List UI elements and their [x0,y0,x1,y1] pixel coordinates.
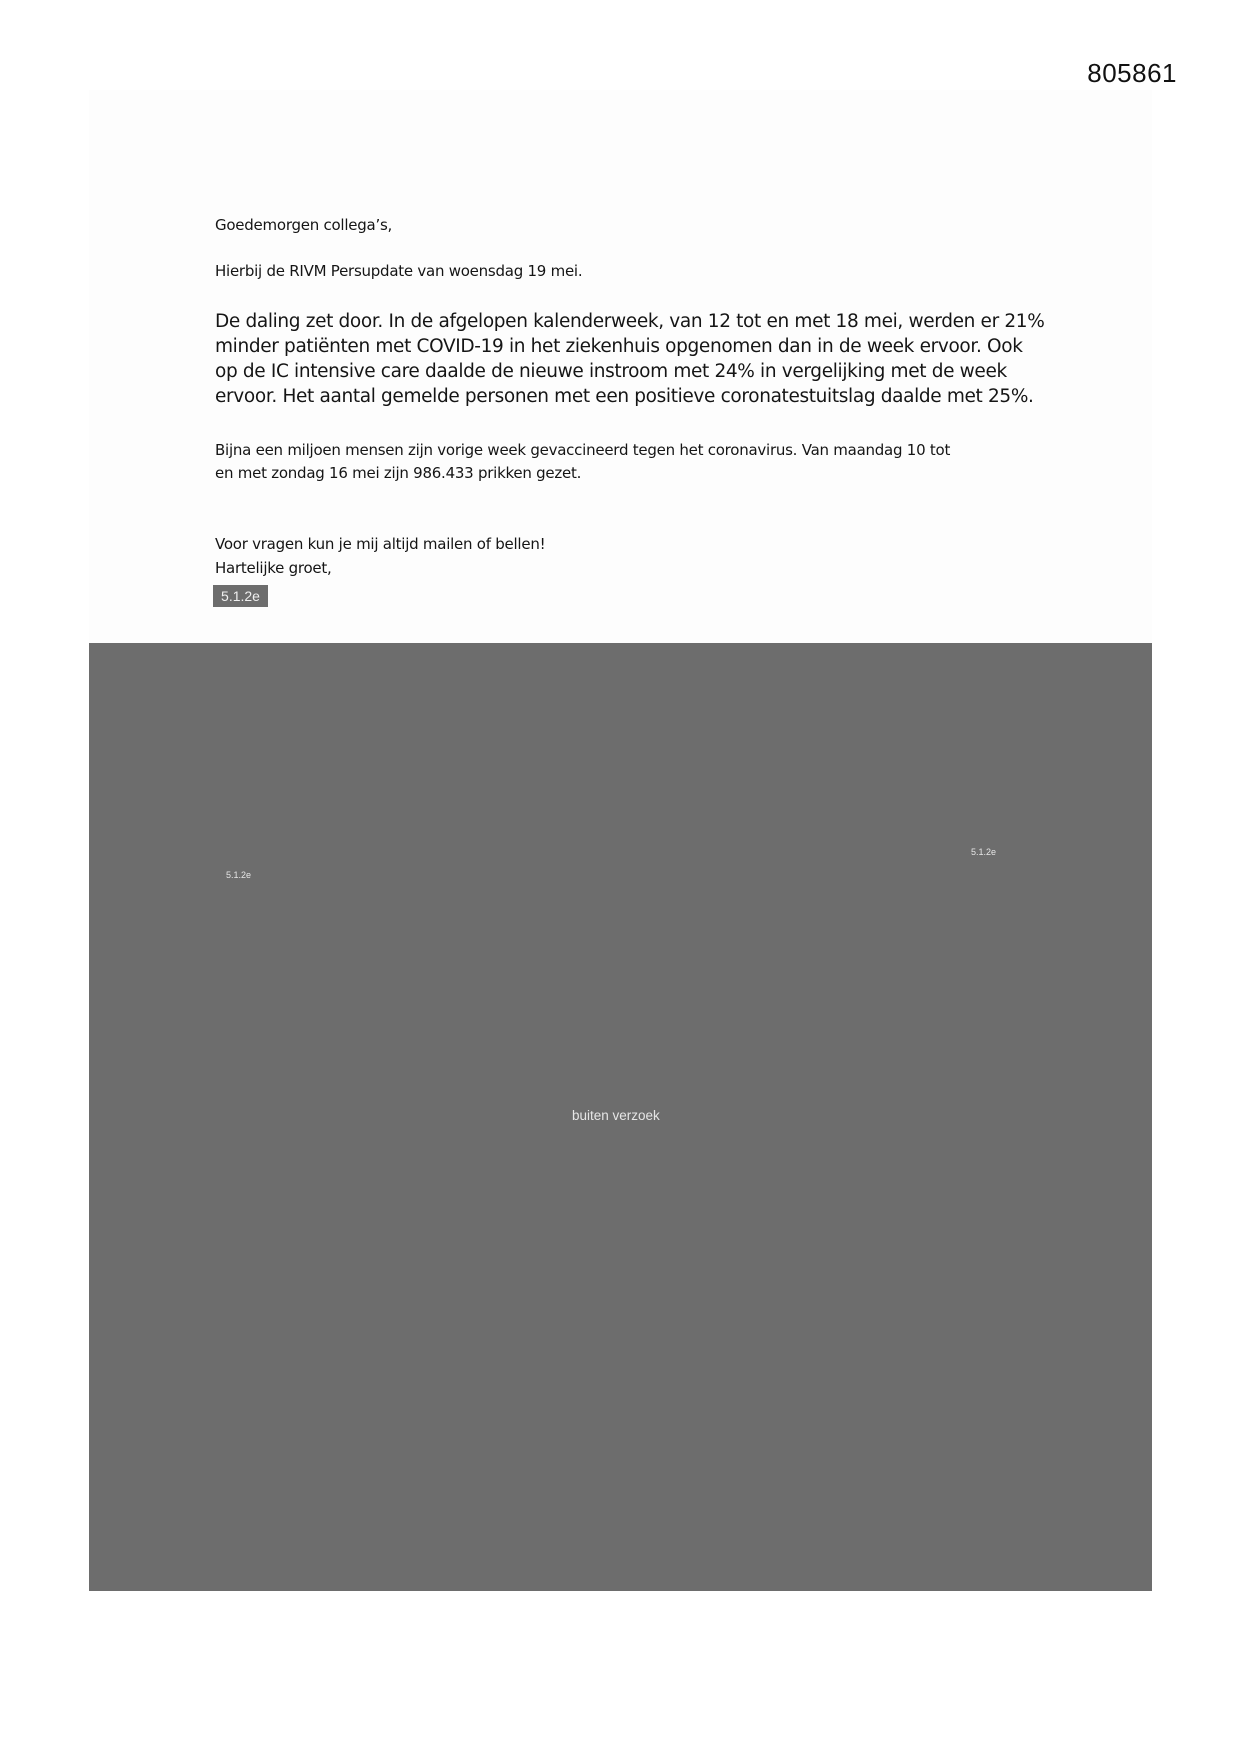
out-of-scope-label: buiten verzoek [572,1108,660,1123]
document-number: 805861 [1087,58,1177,88]
redaction-label-left: 5.1.2e [226,870,252,880]
closing-line: Hartelijke groet, [215,559,332,577]
paragraph2-line: en met zondag 16 mei zijn 986.433 prikken gezet. [215,464,582,482]
signature-redaction: 5.1.2e [213,585,268,607]
closing-line: Voor vragen kun je mij altijd mailen of bellen! [215,535,546,553]
redaction-label-right: 5.1.2e [971,847,997,857]
paragraph2-line: Bijna een miljoen mensen zijn vorige week gevaccineerd tegen het coronavirus. Van maandag 10 tot [215,441,951,459]
paragraph1-line: ervoor. Het aantal gemelde personen met een positieve coronatestuitslag daalde met 25%. [215,386,1034,407]
email-intro: Hierbij de RIVM Persupdate van woensdag 19 mei. [215,262,583,280]
redacted-section [89,643,1152,1591]
paragraph1-line: minder patiënten met COVID-19 in het ziekenhuis opgenomen dan in de week ervoor. Ook [215,336,1023,357]
paragraph1-line: op de IC intensive care daalde de nieuwe instroom met 24% in vergelijking met de week [215,361,1007,382]
email-greeting: Goedemorgen collega’s, [215,216,393,234]
paragraph1-line: De daling zet door. In de afgelopen kalenderweek, van 12 tot en met 18 mei, werden er 21% [215,311,1045,332]
